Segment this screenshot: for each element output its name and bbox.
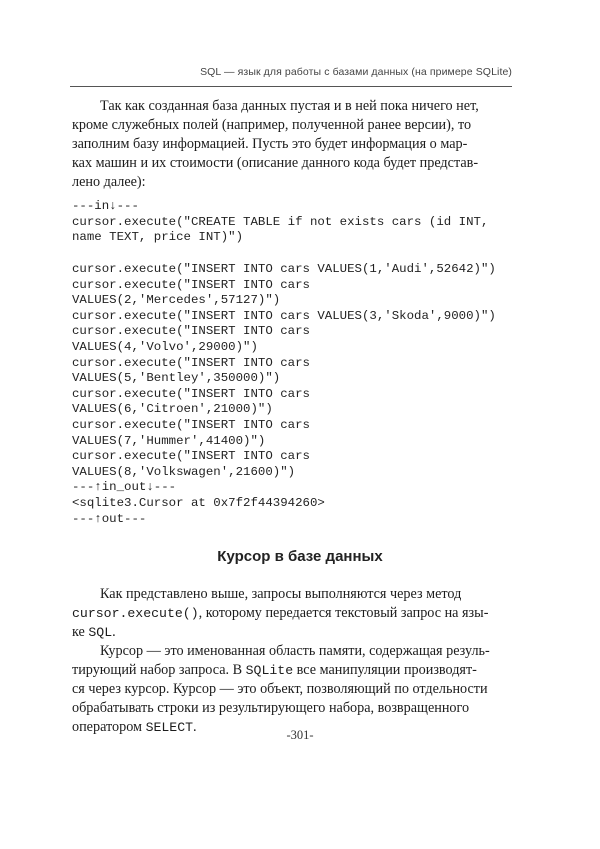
page-number: -301- (286, 728, 314, 742)
intro-line-5: лено далее): (72, 174, 146, 190)
code-line: name TEXT, price INT)") (72, 230, 244, 245)
code-line: cursor.execute("INSERT INTO cars VALUES(3,'Skoda',9000)") (72, 308, 496, 323)
body-paragraph-2 (72, 642, 512, 737)
code-line: cursor.execute("INSERT INTO cars VALUES(1,'Audi',52642)") (72, 262, 496, 276)
code-line: ---↑out--- (72, 511, 147, 526)
body2-line-2-pre: тирующий набор запроса. В (72, 662, 246, 678)
running-header: SQL — язык для работы с базами данных (на примере SQLite) (200, 66, 512, 78)
intro-paragraph (72, 97, 512, 192)
code-line: cursor.execute("INSERT INTO cars (72, 324, 310, 339)
code-line: VALUES(2,'Mercedes',57127)") (72, 293, 281, 308)
code-line: VALUES(4,'Volvo',29000)") (72, 339, 258, 354)
body2-line-1: Курсор — это именованная область памяти, содержащая резуль- (100, 643, 490, 659)
intro-line-1: Так как созданная база данных пустая и в ней пока ничего нет, (100, 98, 479, 114)
code-line: VALUES(6,'Citroen',21000)") (72, 402, 273, 417)
body2-line-5-pre: оператором (72, 719, 146, 735)
code-line: <sqlite3.Cursor at 0x7f2f44394260> (72, 495, 325, 510)
body2-line-3: ся через курсор. Курсор — это объект, позволяющий по отдельности (72, 681, 488, 697)
code-line: cursor.execute("INSERT INTO cars (72, 449, 310, 464)
code-line: cursor.execute("INSERT INTO cars (72, 386, 310, 401)
section-title: Курсор в базе данных (217, 548, 383, 565)
code-block-inserts (72, 262, 522, 527)
code-line: cursor.execute("INSERT INTO cars (72, 417, 310, 432)
header-rule (70, 86, 512, 87)
body1-line-3-pre: ке (72, 624, 89, 640)
code-line: cursor.execute("CREATE TABLE if not exists cars (id INT, (72, 214, 489, 229)
body1-line-2 (72, 604, 512, 623)
intro-line-2: кроме служебных полей (например, полученной ранее версии), то (72, 117, 472, 133)
inline-code: SELECT (145, 720, 194, 735)
body1-line-3-post: . (112, 624, 116, 640)
code-line: ---↑in_out↓--- (72, 480, 177, 495)
body2-line-2-post: все манипуляции производят- (293, 662, 477, 678)
body1-line-1: Как представлено выше, запросы выполняются через метод (100, 586, 462, 602)
body2-line-4: обрабатывать строки из результирующего набора, возвращенного (72, 700, 470, 716)
code-line: cursor.execute("INSERT INTO cars (72, 355, 310, 370)
intro-line-4: ках машин и их стоимости (описание данного кода будет представ- (72, 155, 479, 171)
code-line: VALUES(8,'Volkswagen',21600)") (72, 464, 296, 479)
code-line: ---in↓--- (72, 199, 139, 213)
body1-line-3 (72, 623, 512, 642)
inline-code: SQL (88, 625, 113, 640)
body-paragraph-1 (72, 585, 512, 642)
body2-line-5-post: . (193, 719, 197, 735)
code-line: cursor.execute("INSERT INTO cars (72, 277, 310, 292)
code-block-create-table (72, 199, 522, 246)
code-line: VALUES(5,'Bentley',350000)") (72, 371, 281, 386)
body2-line-2 (72, 661, 512, 680)
intro-line-3: заполним базу информацией. Пусть это будет информация о мар- (72, 136, 468, 152)
code-line: VALUES(7,'Hummer',41400)") (72, 433, 266, 448)
inline-code: cursor.execute() (72, 606, 199, 621)
body1-line-2-text: , которому передается текстовый запрос на язы- (198, 605, 489, 621)
inline-code: SQLite (245, 663, 294, 678)
